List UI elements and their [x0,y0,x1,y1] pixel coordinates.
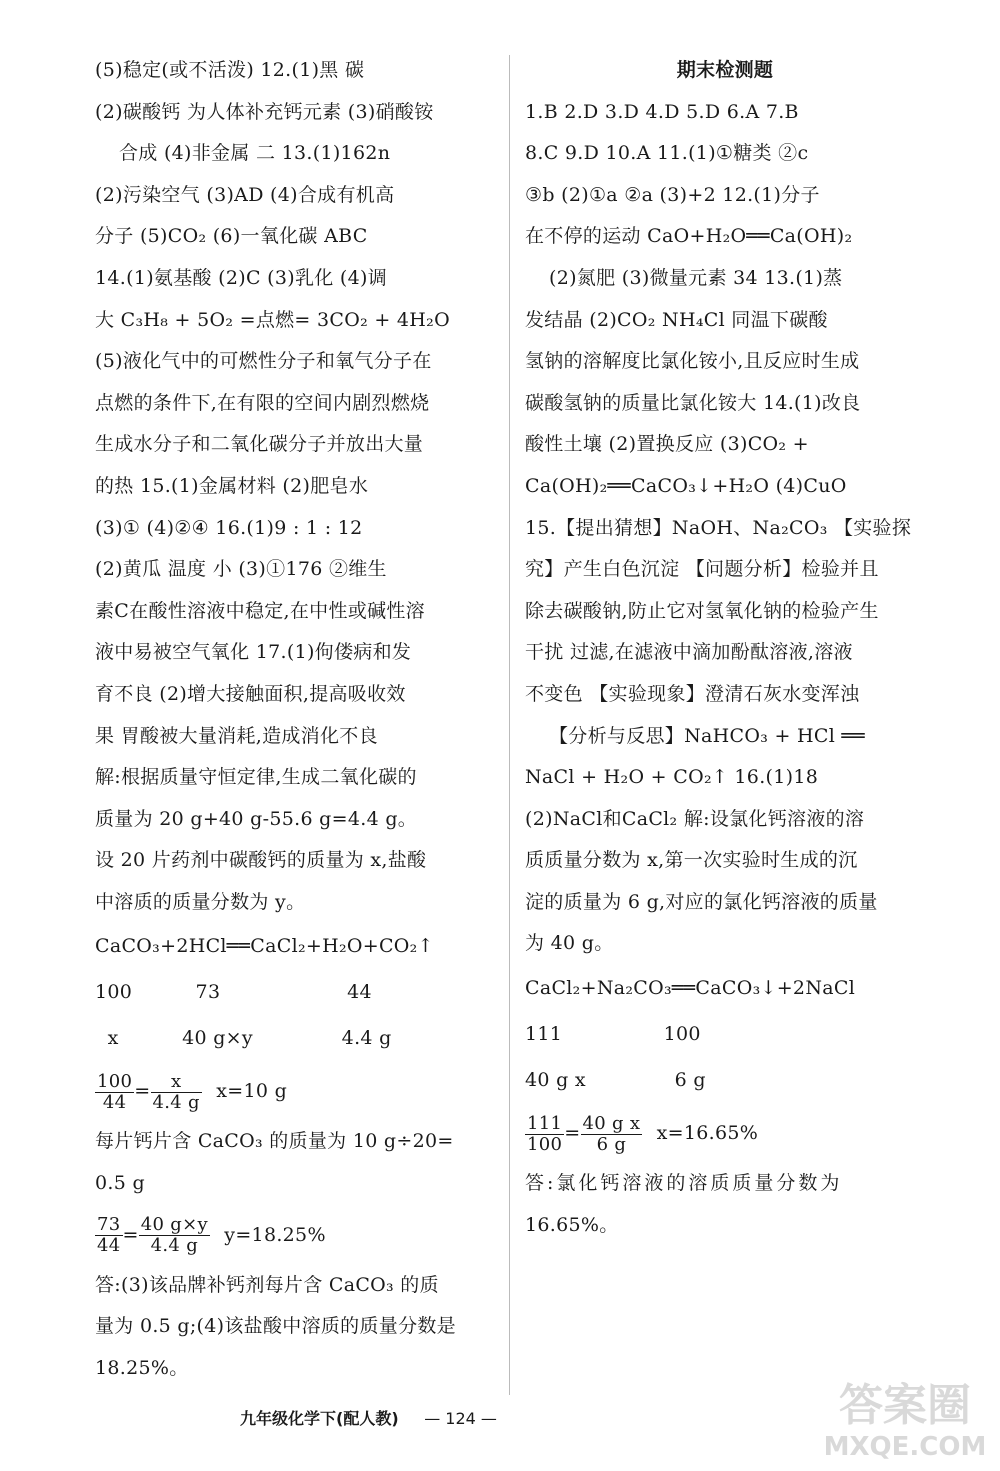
watermark-logo: 答案圈 MXQE.COM [823,1380,987,1462]
proportion-result: x=16.65% [656,1122,759,1145]
answer-line: 碳酸氢钠的质量比氯化铵大 14.(1)改良 [525,391,861,414]
equation-coefficients: 111 100 [525,1023,701,1046]
column-divider [509,55,510,1395]
equation-line: NaCl + H₂O + CO₂↑ 16.(1)18 [525,766,819,789]
equation-line: 大 C₃H₈ + 5O₂ =点燃= 3CO₂ + 4H₂O [95,308,450,331]
proportion-line: $\frac{100}{44}$ = $\frac{x}{4.4 g}$ x=10 g [97,1070,288,1113]
proportion-result: x=10 g [216,1080,288,1103]
answer-line: 淀的质量为 6 g,对应的氯化钙溶液的质量 [525,890,878,913]
answer-line: 量为 0.5 g;(4)该盐酸中溶质的质量分数是 [95,1315,456,1338]
proportion-line: $\frac{73}{44}$ = $\frac{40 g\times y}{4.4 g}$ y=18.25% [97,1214,326,1257]
equation-line: CaCl₂+Na₂CO₃══CaCO₃↓+2NaCl [525,977,856,1000]
answer-line: 每片钙片含 CaCO₃ 的质量为 10 g÷20= [95,1130,454,1153]
answer-line: (2)黄瓜 温度 小 (3)①176 ②维生 [95,558,387,581]
equation-line: Ca(OH)₂══CaCO₃↓+H₂O (4)CuO [525,474,847,497]
answer-line: (5)稳定(或不活泼) 12.(1)黑 碳 [95,59,365,81]
section-title: 期末检测题 [676,59,774,81]
answer-line: 点燃的条件下,在有限的空间内剧烈燃烧 [95,391,430,414]
answer-line: 液中易被空气氧化 17.(1)佝偻病和发 [95,641,412,664]
answer-line: 8.C 9.D 10.A 11.(1)①糖类 ②c [525,142,809,165]
answer-line: 【分析与反思】NaHCO₃ + HCl ══ [549,724,865,747]
answer-line: 除去碳酸钠,防止它对氢氧化钠的检验产生 [525,599,879,622]
book-title: 九年级化学下(配人教) [240,1409,399,1428]
answer-line: 质量为 20 g+40 g-55.6 g=4.4 g。 [95,807,418,830]
answer-line: 干扰 过滤,在滤液中滴加酚酞溶液,溶液 [525,641,853,664]
right-column [525,50,925,1246]
equation-line: CaCO₃+2HCl══CaCl₂+H₂O+CO₂↑ [95,935,434,958]
page-footer [240,1406,740,1429]
answer-line: 答:(3)该品牌补钙剂每片含 CaCO₃ 的质 [95,1273,439,1296]
answer-line: 分子 (5)CO₂ (6)一氧化碳 ABC [95,225,368,248]
answer-line: 解:根据质量守恒定律,生成二氧化碳的 [95,766,417,789]
answer-line: 设 20 片药剂中碳酸钙的质量为 x,盐酸 [95,849,427,872]
answer-line: 育不良 (2)增大接触面积,提高吸收效 [95,682,406,705]
answer-line: (5)液化气中的可燃性分子和氧气分子在 [95,350,432,373]
fraction: $\frac{100}{44}$ [97,1070,133,1113]
answer-line: 1.B 2.D 3.D 4.D 5.D 6.A 7.B [525,100,799,123]
answer-line: 素C在酸性溶液中稳定,在中性或碱性溶 [95,599,425,622]
equation-line: 在不停的运动 CaO+H₂O══Ca(OH)₂ [525,225,853,248]
answer-line: (2)NaCl和CaCl₂ 解:设氯化钙溶液的溶 [525,807,865,830]
fraction: $\frac{\text{40 g x}}{6 g}$ [582,1112,641,1155]
answer-line: (2)氮肥 (3)微量元素 34 13.(1)蒸 [549,266,843,289]
answer-line: 究】产生白色沉淀 【问题分析】检验并且 [525,558,879,581]
answer-line: 中溶质的质量分数为 y。 [95,890,306,913]
answer-line: 为 40 g。 [525,932,614,955]
answer-line: 答:氯化钙溶液的溶质质量分数为 [525,1172,843,1195]
proportion-result: y=18.25% [224,1223,326,1246]
answer-line: ③b (2)①a ②a (3)+2 12.(1)分子 [525,183,820,206]
answer-line: 果 胃酸被大量消耗,造成消化不良 [95,724,378,747]
fraction: $\frac{73}{44}$ [97,1214,121,1257]
answer-line: (2)污染空气 (3)AD (4)合成有机高 [95,183,395,206]
answer-line: 氢钠的溶解度比氯化铵小,且反应时生成 [525,350,860,373]
equation-unknowns: 40 g x 6 g [525,1069,706,1092]
answer-line: 的热 15.(1)金属材料 (2)肥皂水 [95,474,369,497]
answer-line: 生成水分子和二氧化碳分子并放出大量 [95,433,424,456]
answer-line: 14.(1)氨基酸 (2)C (3)乳化 (4)调 [95,266,388,289]
proportion-line: $\frac{111}{100}$ = $\frac{\text{40 g x}}{6 g}$ x=16.65% [527,1112,759,1155]
page-number: — 124 — [424,1409,497,1428]
fraction: $\frac{40 g\times y}{4.4 g}$ [140,1214,208,1257]
fraction: $\frac{111}{100}$ [527,1112,563,1155]
answer-line: 不变色 【实验现象】澄清石灰水变浑浊 [525,682,860,705]
answer-line: 合成 (4)非金属 二 13.(1)162n [119,142,391,165]
fraction: $\frac{x}{4.4 g}$ [152,1070,200,1113]
equation-unknowns: x 40 g×y 4.4 g [95,1027,392,1050]
answer-line: 质质量分数为 x,第一次实验时生成的沉 [525,849,858,872]
right-answer-block [525,92,925,1103]
answer-line: (2)碳酸钙 为人体补充钙元素 (3)硝酸铵 [95,100,434,123]
equation-coefficients: 100 73 44 [95,981,372,1004]
answer-line: 15.【提出猜想】NaOH、Na₂CO₃ 【实验探 [525,516,912,539]
left-answer-block [95,50,495,1061]
answer-line: 酸性土壤 (2)置换反应 (3)CO₂ + [525,433,809,456]
answer-line: 0.5 g [95,1172,145,1195]
answer-line: 18.25%。 [95,1356,189,1379]
answer-line: 16.65%。 [525,1213,619,1236]
left-column [95,50,495,1389]
answer-line: 发结晶 (2)CO₂ NH₄Cl 同温下碳酸 [525,308,828,331]
answer-line: (3)① (4)②④ 16.(1)9 : 1 : 12 [95,516,363,539]
